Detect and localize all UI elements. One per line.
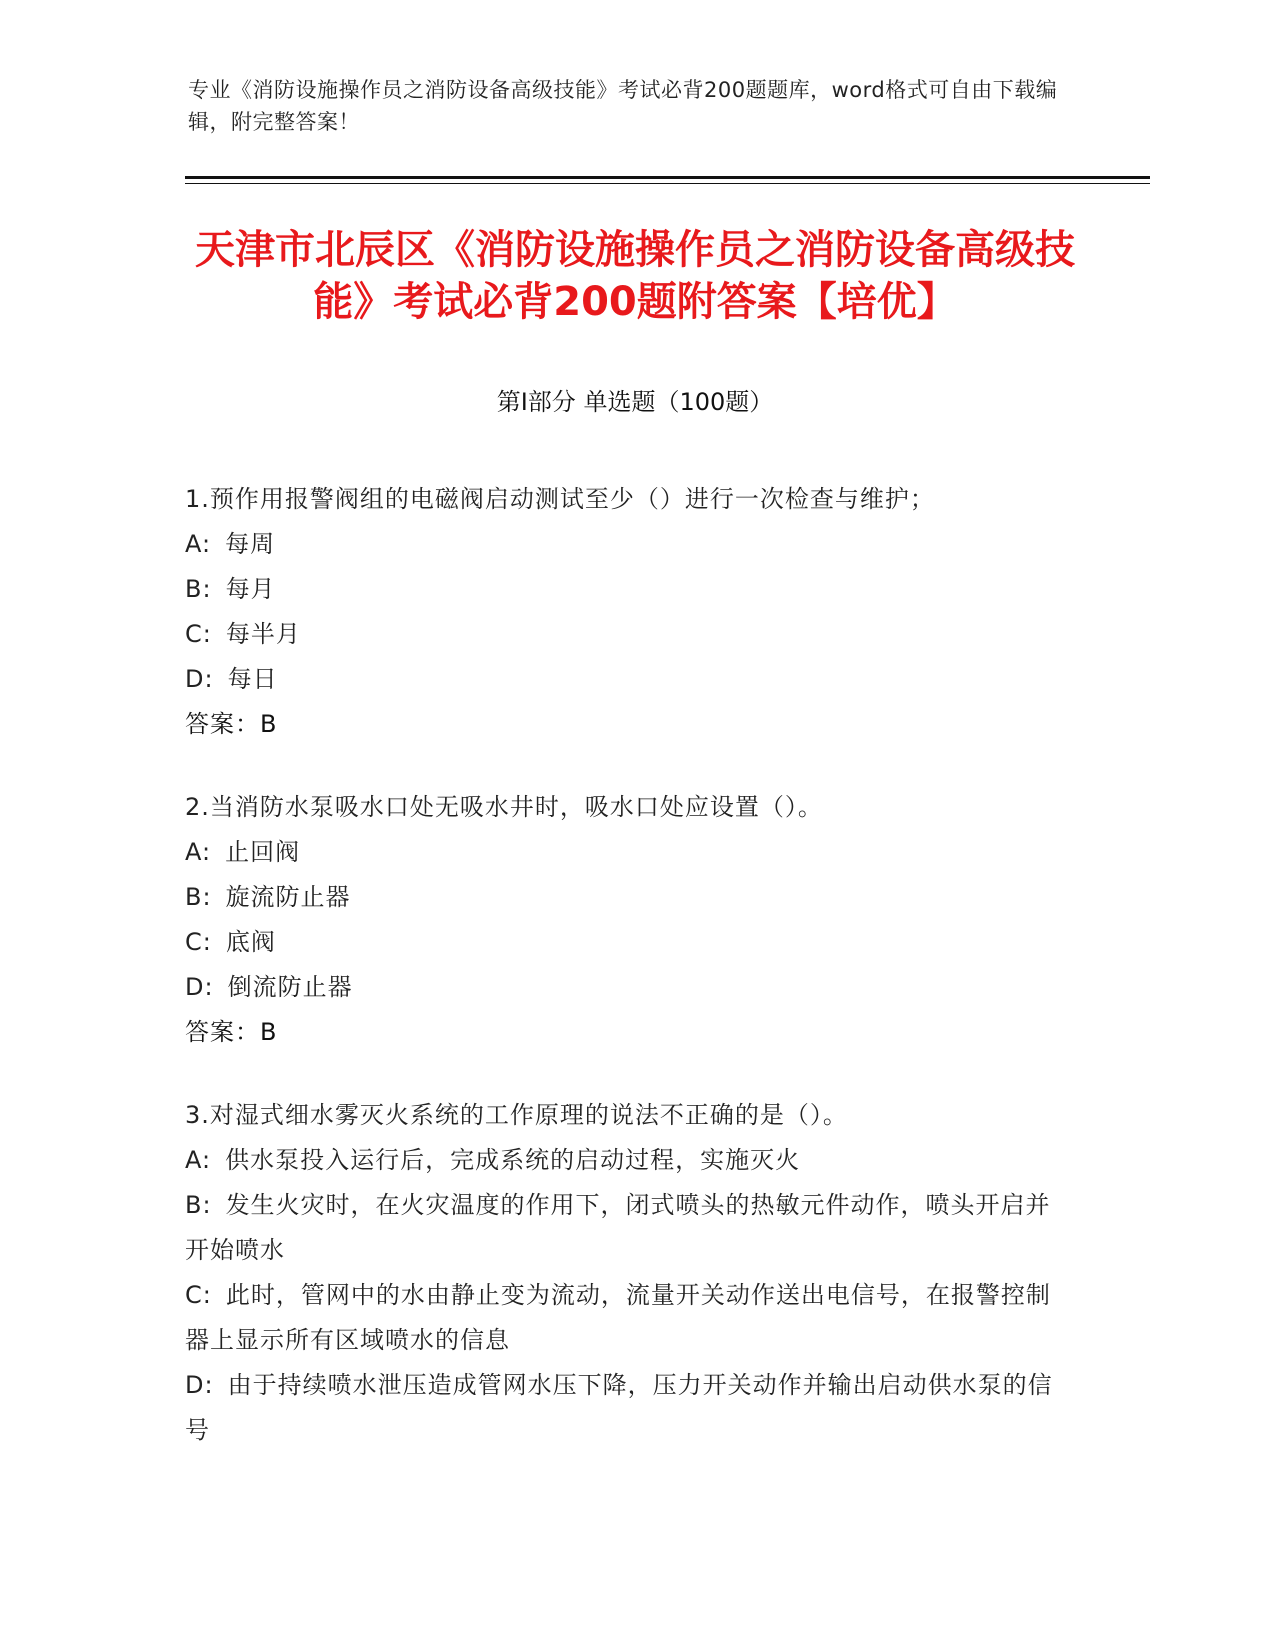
question-text: 3.对湿式细水雾灭火系统的工作原理的说法不正确的是（）。: [185, 1101, 848, 1129]
option-key: C:: [185, 1281, 212, 1309]
section-heading: 第I部分 单选题（100题）: [496, 388, 774, 416]
option-key: D:: [185, 973, 214, 1001]
option-text: 每日: [227, 665, 278, 693]
option-d: [185, 657, 1065, 702]
option-key: B:: [185, 1191, 212, 1219]
option-key: A:: [185, 530, 212, 558]
option-text: 由于持续喷水泄压造成管网水压下降，压力开关动作并输出启动供水泵的信号: [185, 1371, 1053, 1444]
answer: 答案：B: [185, 1018, 278, 1046]
option-key: B:: [185, 883, 212, 911]
header-divider-thick: [185, 176, 1150, 179]
option-c: [185, 1273, 1065, 1363]
option-key: C:: [185, 620, 212, 648]
option-text: 此时，管网中的水由静止变为流动，流量开关动作送出电信号，在报警控制器上显示所有区域喷水的信息: [185, 1281, 1051, 1354]
option-key: C:: [185, 928, 212, 956]
option-text: 供水泵投入运行后，完成系统的启动过程，实施灭火: [225, 1146, 801, 1174]
question-list: [185, 477, 1065, 1491]
option-text: 底阀: [225, 928, 276, 956]
question-3: [185, 1093, 1065, 1453]
document-title: 天津市北辰区《消防设施操作员之消防设备高级技能》考试必背200题附答案【培优】: [195, 227, 1075, 325]
option-key: A:: [185, 838, 212, 866]
option-d: [185, 965, 1065, 1010]
header-note: 专业《消防设施操作员之消防设备高级技能》考试必背200题题库，word格式可自由下载编辑，附完整答案！: [188, 78, 1058, 134]
option-key: A:: [185, 1146, 212, 1174]
option-text: 旋流防止器: [225, 883, 351, 911]
option-a: [185, 522, 1065, 567]
option-c: [185, 920, 1065, 965]
option-a: [185, 1138, 1065, 1183]
option-b: [185, 875, 1065, 920]
option-text: 发生火灾时，在火灾温度的作用下，闭式喷头的热敏元件动作，喷头开启并开始喷水: [185, 1191, 1051, 1264]
option-text: 止回阀: [225, 838, 301, 866]
option-text: 倒流防止器: [227, 973, 353, 1001]
option-text: 每周: [225, 530, 276, 558]
option-b: [185, 1183, 1065, 1273]
option-key: D:: [185, 1371, 214, 1399]
option-b: [185, 567, 1065, 612]
option-a: [185, 830, 1065, 875]
question-text: 2.当消防水泵吸水口处无吸水井时，吸水口处应设置（）。: [185, 793, 823, 821]
option-key: B:: [185, 575, 212, 603]
question-text: 1.预作用报警阀组的电磁阀启动测试至少（）进行一次检查与维护；: [185, 485, 935, 513]
option-text: 每半月: [225, 620, 301, 648]
option-d: [185, 1363, 1065, 1453]
question-2: [185, 785, 1065, 1055]
answer: 答案：B: [185, 710, 278, 738]
option-text: 每月: [225, 575, 276, 603]
question-1: [185, 477, 1065, 747]
option-c: [185, 612, 1065, 657]
header-divider-thin: [185, 183, 1150, 184]
option-key: D:: [185, 665, 214, 693]
